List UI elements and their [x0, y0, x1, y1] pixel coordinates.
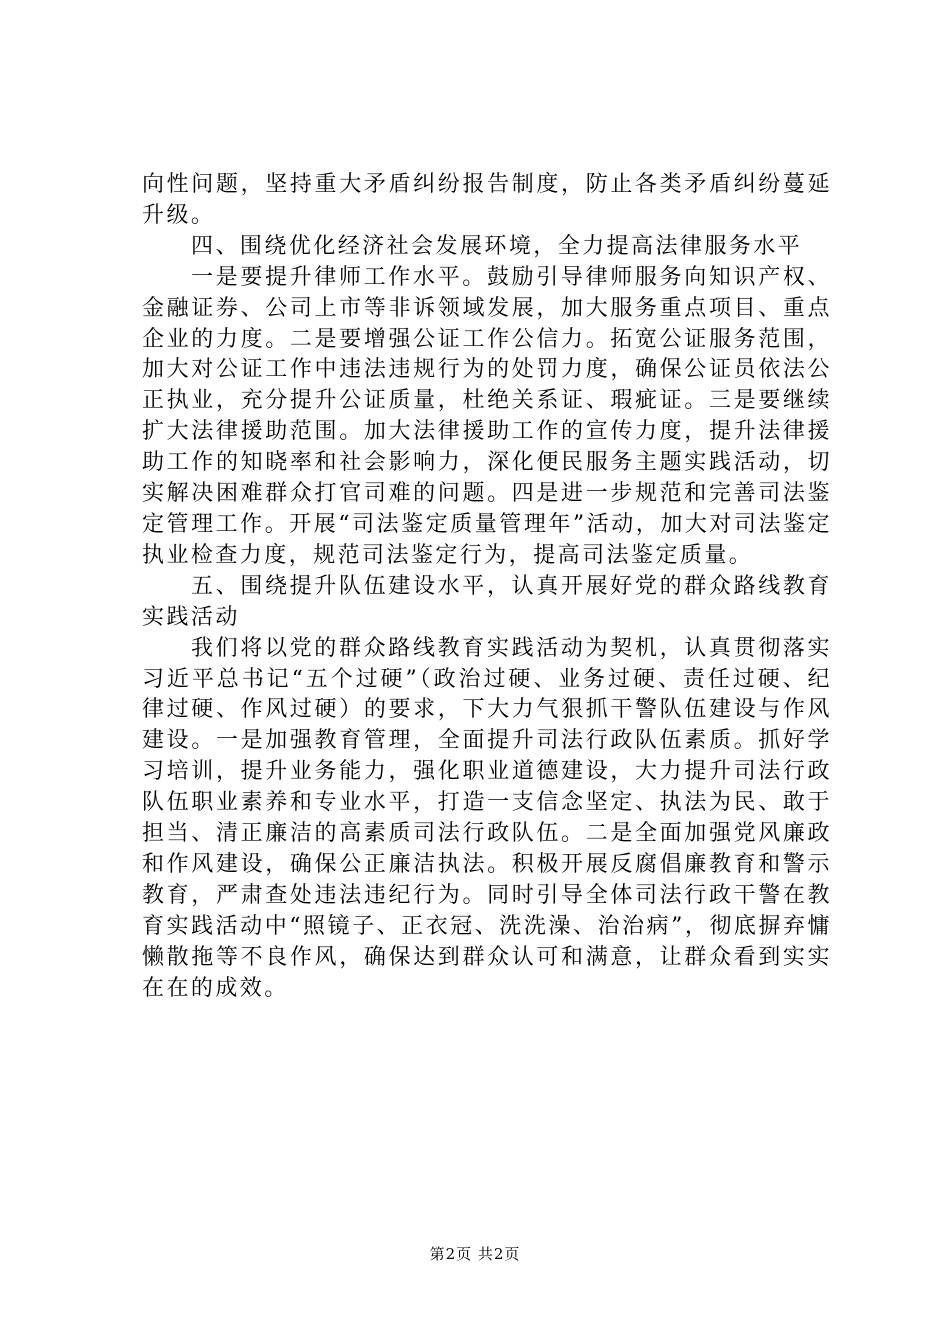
section-heading-4: 四、围绕优化经济社会发展环境，全力提高法律服务水平	[191, 233, 803, 259]
section-heading-5: 五、围绕提升队伍建设水平，认真开展好党的群众路线教育实践活动	[142, 573, 832, 630]
document-body	[142, 170, 832, 1004]
paragraph-continuation: 向性问题，坚持重大矛盾纠纷报告制度，防止各类矛盾纠纷蔓延升级。	[142, 172, 832, 228]
page-number-footer: 第2页 共2页	[429, 1245, 521, 1263]
paragraph-legal-services: 一是要提升律师工作水平。鼓励引导律师服务向知识产权、金融证券、公司上市等非诉领域发展，加大服务重点项目、重点企业的力度。二是要增强公证工作公信力。拓宽公证服务范围，加大对公证工作中违法违规行为的处罚力度，确保公证员依法公正执业，充分提升公证质量，杜绝关系证、瑕疵证。三是要继续扩大法律援助范围。加大法律援助工作的宣传力度，提升法律援助工作的知晓率和社会影响力，深化便民服务主题实践活动，切实解决困难群众打官司难的问题。四是进一步规范和完善司法鉴定管理工作。开展“司法鉴定质量管理年”活动，加大对司法鉴定执业检查力度，规范司法鉴定行为，提高司法鉴定质量。	[142, 264, 832, 568]
paragraph-team-building: 我们将以党的群众路线教育实践活动为契机，认真贯彻落实习近平总书记“五个过硬”（政治过硬、业务过硬、责任过硬、纪律过硬、作风过硬）的要求，下大力气狠抓干警队伍建设与作风建设。一是加强教育管理，全面提升司法行政队伍素质。抓好学习培训，提升业务能力，强化职业道德建设，大力提升司法行政队伍职业素养和专业水平，打造一支信念坚定、执法为民、敢于担当、清正廉洁的高素质司法行政队伍。二是全面加强党风廉政和作风建设，确保公正廉洁执法。积极开展反腐倡廉教育和警示教育，严肃查处违法违纪行为。同时引导全体司法行政干警在教育实践活动中“照镜子、正衣冠、洗洗澡、治治病”，彻底摒弃慵懒散拖等不良作风，确保达到群众认可和满意，让群众看到实实在在的成效。	[142, 635, 832, 1001]
